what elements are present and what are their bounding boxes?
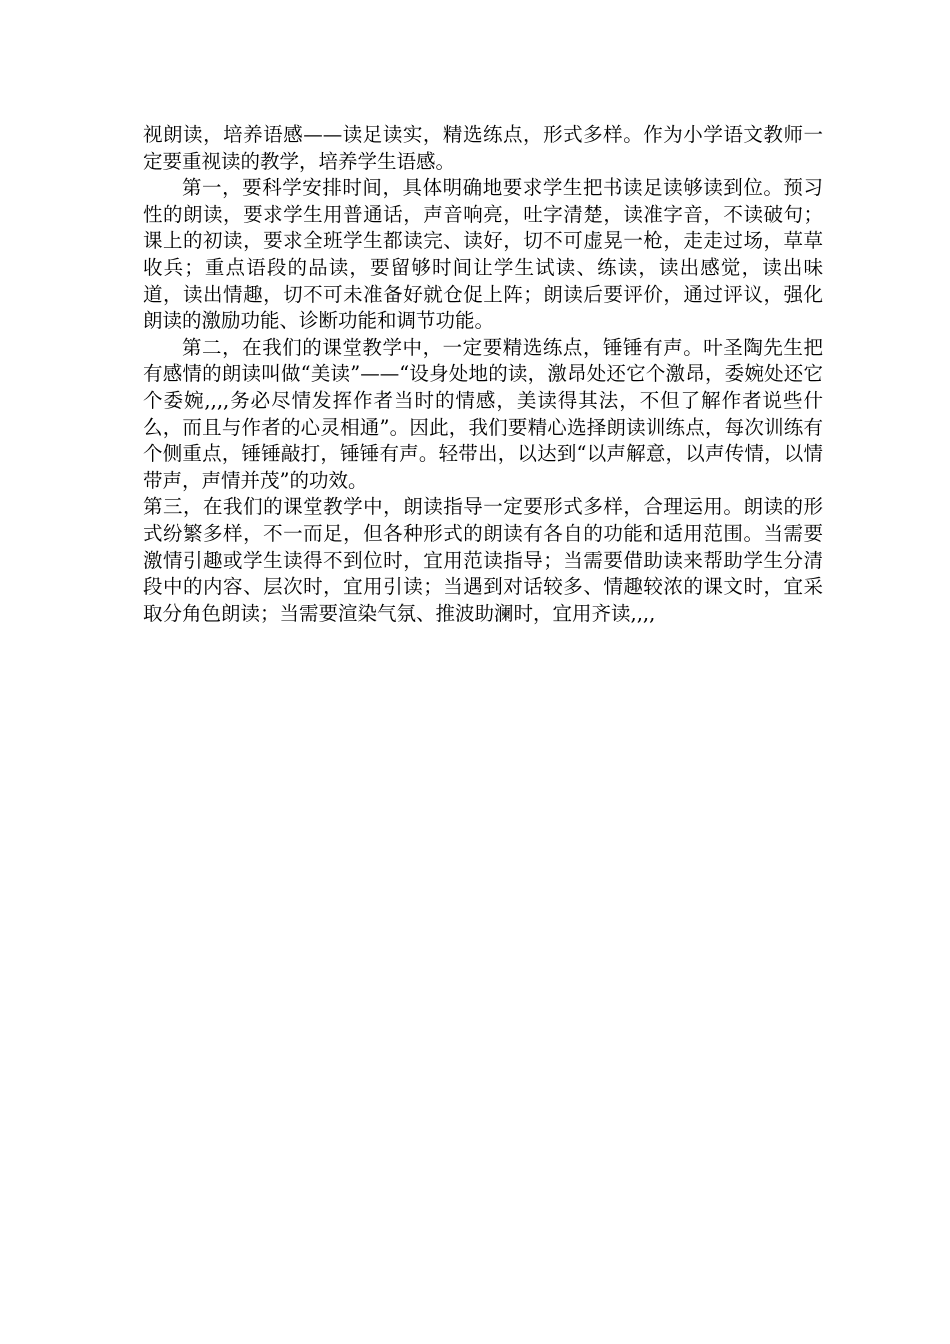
paragraph-first: 第一，要科学安排时间，具体明确地要求学生把书读足读够读到位。预习性的朗读，要求学生用普通话，声音响亮，吐字清楚，读准字音，不读破句；课上的初读，要求全班学生都读完、读好，切不可虚晃一枪，走走过场，草草收兵；重点语段的品读，要留够时间让学生试读、练读，读出感觉，读出味道，读出情趣，切不可未准备好就仓促上阵；朗读后要评价，通过评议，强化朗读的激励功能、诊断功能和调节功能。 <box>143 176 823 333</box>
paragraph-third: 第三，在我们的课堂教学中，朗读指导一定要形式多样，合理运用。朗读的形式纷繁多样，不一而足，但各种形式的朗读有各自的功能和适用范围。当需要激情引趣或学生读得不到位时，宜用范读指导；当需要借助读来帮助学生分清段中的内容、层次时，宜用引读；当遇到对话较多、情趣较浓的课文时，宜采取分角色朗读；当需要渲染气氛、推波助澜时，宜用齐读,,,, <box>143 495 823 625</box>
paragraph-intro: 视朗读，培养语感——读足读实，精选练点，形式多样。作为小学语文教师一定要重视读的教学，培养学生语感。 <box>143 123 823 173</box>
body-text <box>143 122 823 627</box>
paragraph-second: 第二，在我们的课堂教学中，一定要精选练点，锤锤有声。叶圣陶先生把有感情的朗读叫做“美读”——“设身处地的读，激昂处还它个激昂，委婉处还它个委婉,,,,务必尽情发挥作者当时的情感，美读得其法，不但了解作者说些什么，而且与作者的心灵相通”。因此，我们要精心选择朗读训练点，每次训练有个侧重点，锤锤敲打，锤锤有声。轻带出，以达到“以声解意，以声传情，以情带声，声情并茂”的功效。 <box>143 335 823 492</box>
